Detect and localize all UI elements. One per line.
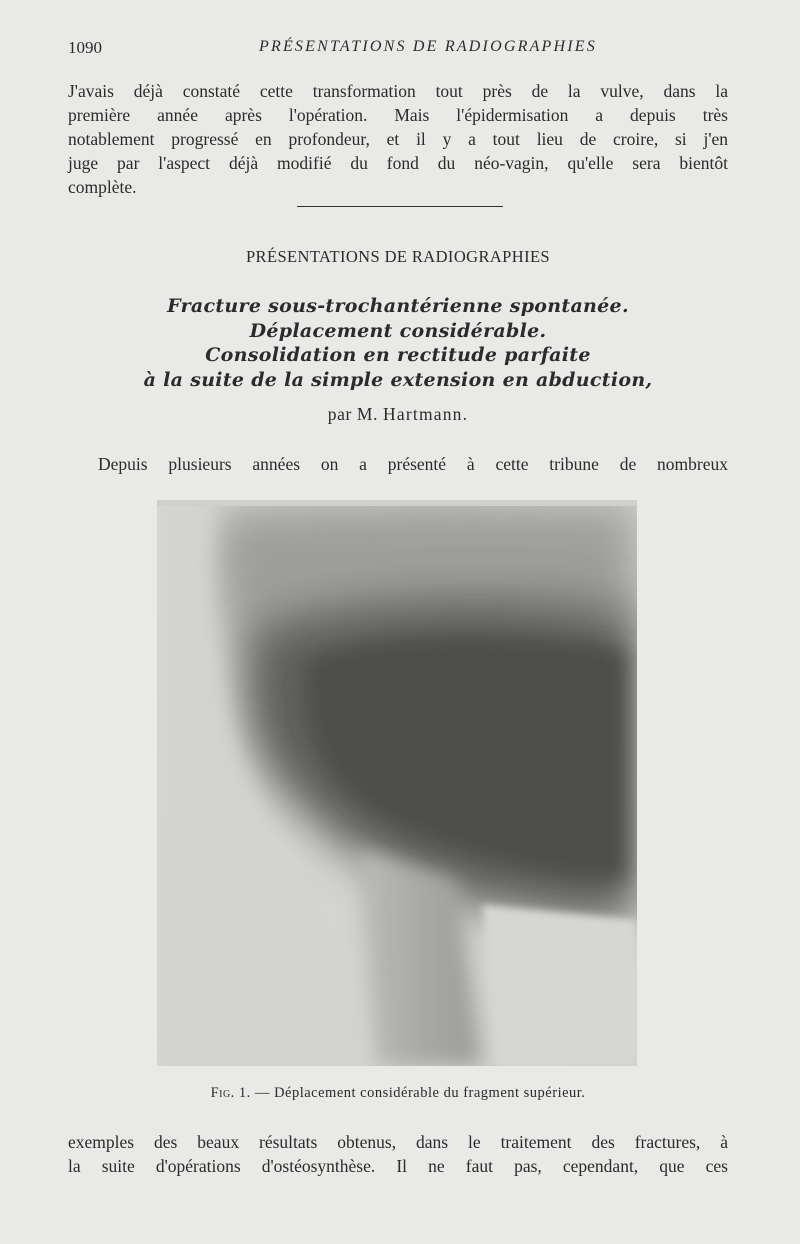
- running-head: [68, 38, 728, 58]
- running-title: PRÉSENTATIONS DE RADIOGRAPHIES: [259, 38, 597, 55]
- article-title-line: Fracture sous-trochantérienne spontanée.: [167, 295, 629, 317]
- intro-paragraph: [68, 79, 728, 199]
- body-paragraph-end: [68, 1130, 728, 1178]
- body-paragraph-start: [68, 452, 728, 476]
- radiograph-image: [157, 500, 637, 1066]
- article-title-line: à la suite de la simple extension en abduction,: [143, 368, 653, 391]
- text-line: notablement progressé en profondeur, et il y a tout lieu de croire, si j'en: [68, 129, 728, 149]
- text-line: première année après l'opération. Mais l'épidermisation a depuis très: [68, 105, 728, 125]
- figure-caption-text: — Déplacement considérable du fragment supérieur.: [254, 1085, 586, 1101]
- author-name: Hartmann.: [383, 404, 469, 424]
- text-line: complète.: [68, 177, 137, 197]
- text-line: la suite d'opérations d'ostéosynthèse. Il ne faut pas, cependant, que ces: [68, 1156, 728, 1176]
- byline: [68, 404, 728, 425]
- page-number: 1090: [68, 38, 102, 57]
- figure-caption: [68, 1085, 728, 1102]
- figure-label: Fig. 1.: [210, 1085, 251, 1101]
- section-heading: PRÉSENTATIONS DE RADIOGRAPHIES: [245, 247, 551, 266]
- text-line: juge par l'aspect déjà modifié du fond du néo-vagin, qu'elle sera bientôt: [68, 153, 728, 173]
- text-line: exemples des beaux résultats obtenus, dans le traitement des fractures, à: [68, 1132, 728, 1152]
- article-title-line: Déplacement considérable.: [249, 319, 547, 342]
- byline-prefix: par M.: [327, 404, 379, 424]
- radiograph-figure: [157, 500, 637, 1066]
- article-title: [68, 294, 728, 392]
- section-divider: [297, 206, 503, 207]
- text-line: J'avais déjà constaté cette transformation tout près de la vulve, dans la: [68, 81, 728, 101]
- article-title-line: Consolidation en rectitude parfaite: [205, 344, 591, 366]
- text-line: Depuis plusieurs années on a présenté à cette tribune de nombreux: [98, 454, 728, 474]
